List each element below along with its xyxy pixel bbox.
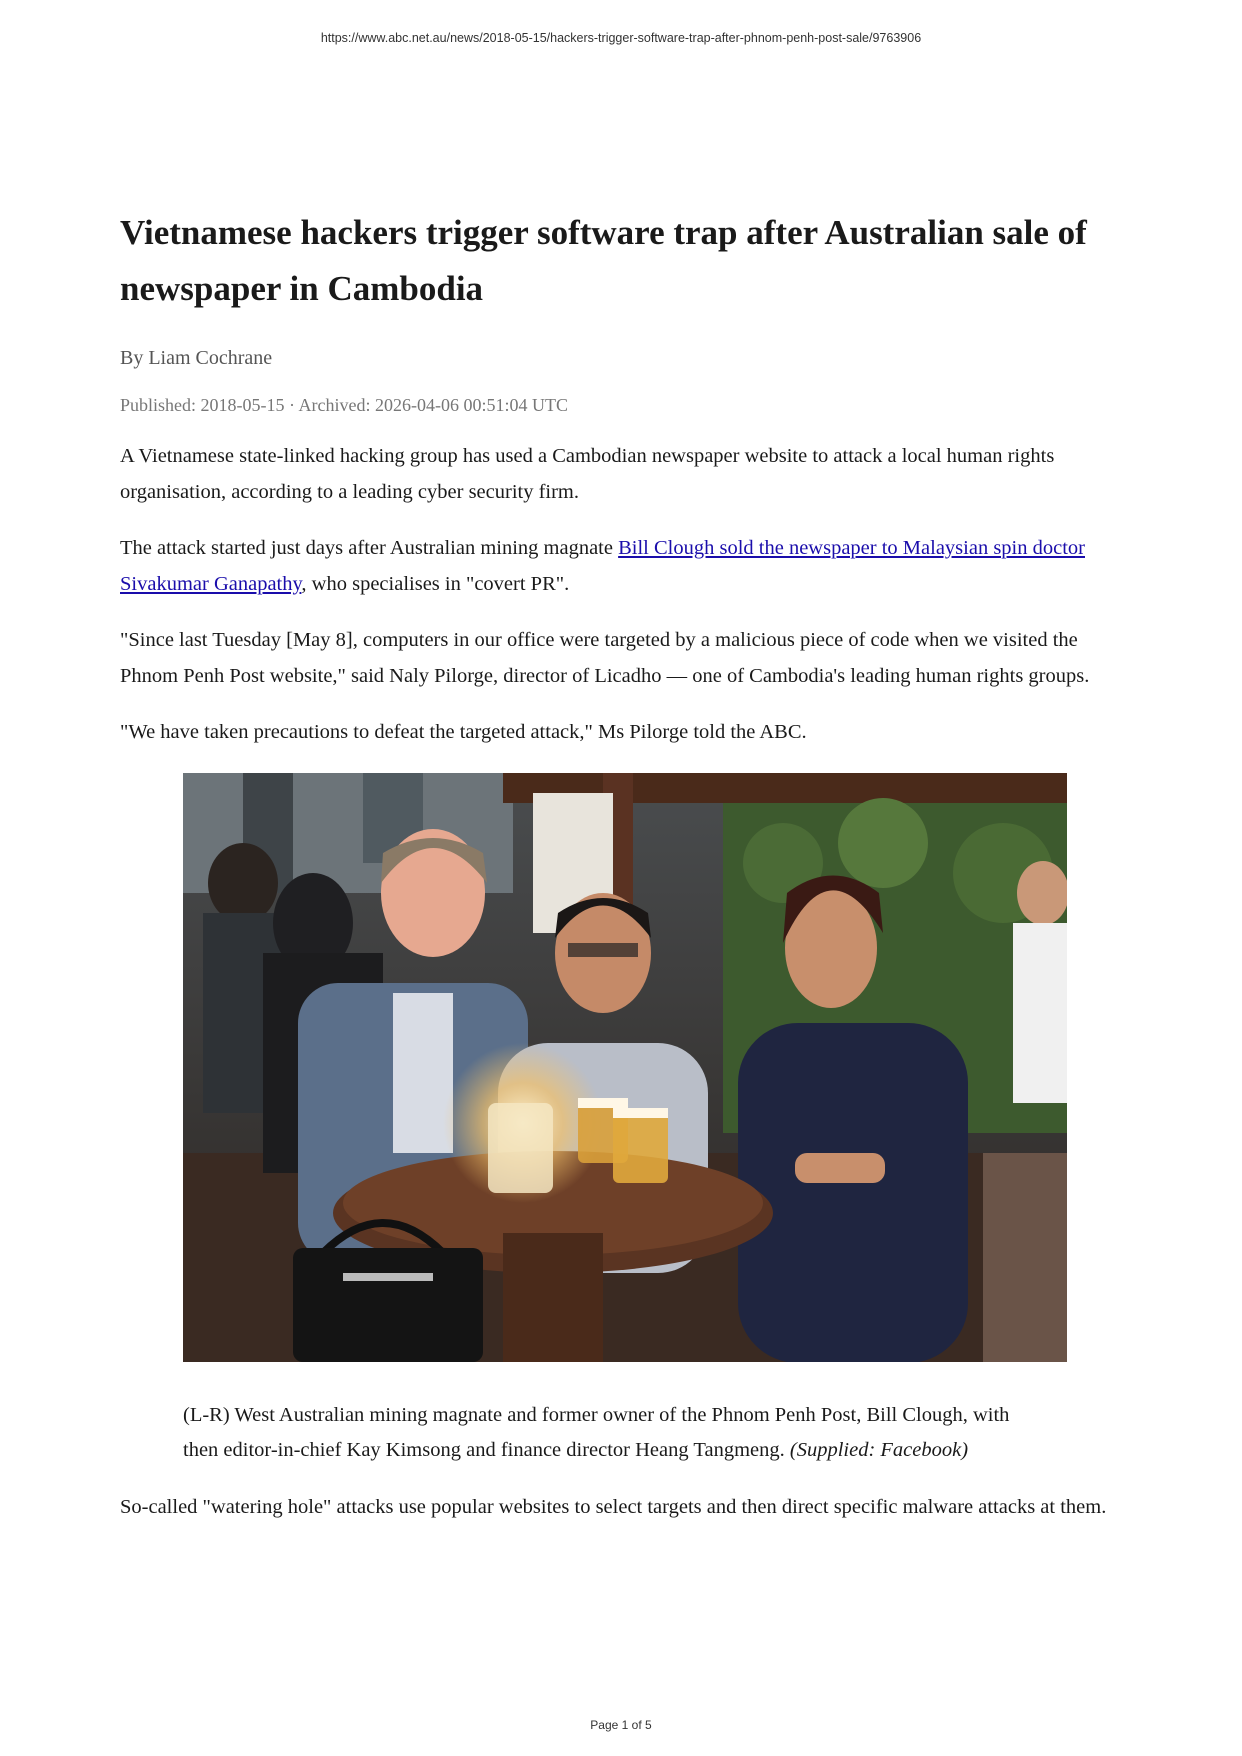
- paragraph-3: "Since last Tuesday [May 8], computers in our office were targeted by a malicious piece of code when we visited the Phnom Penh Post website," said Naly Pilorge, director of Licadho — one of Cambodia's leading human rights groups.: [120, 629, 1090, 687]
- paragraph-4: "We have taken precautions to defeat the targeted attack," Ms Pilorge told the ABC.: [120, 721, 807, 743]
- figure-caption: [183, 1398, 1033, 1468]
- paragraph-2-lead: The attack started just days after Australian mining magnate: [120, 537, 619, 559]
- article-figure: [183, 773, 1067, 1468]
- article-title: Vietnamese hackers trigger software trap after Australian sale of newspaper in Cambodia: [120, 213, 1087, 308]
- bill-clough-sale-link[interactable]: Bill Clough sold the newspaper to Malaysian spin doctor Sivakumar Ganapathy: [120, 537, 1085, 595]
- page-url-header: https://www.abc.net.au/news/2018-05-15/hackers-trigger-software-trap-after-phnom-penh-post-sale/9763906: [320, 31, 922, 45]
- caption-text: (L-R) West Australian mining magnate and former owner of the Phnom Penh Post, Bill Clough, with then editor-in-chief Kay Kimsong and finance director Heang Tangmeng.: [183, 1403, 1010, 1461]
- paragraph-2: [120, 531, 1130, 602]
- group-photo: [183, 773, 1067, 1362]
- caption-credit: (Supplied: Facebook): [789, 1438, 969, 1461]
- article-byline: By Liam Cochrane: [120, 347, 273, 369]
- paragraph-5: So-called "watering hole" attacks use popular websites to select targets and then direct specific malware attacks at them.: [120, 1495, 1107, 1518]
- page-number: Page 1 of 5: [590, 1718, 652, 1732]
- paragraph-2-tail: , who specialises in "covert PR".: [301, 572, 570, 595]
- article: [120, 205, 1130, 1546]
- article-publish-meta: Published: 2018-05-15 · Archived: 2026-04-06 00:51:04 UTC: [120, 395, 568, 415]
- paragraph-1: A Vietnamese state-linked hacking group has used a Cambodian newspaper website to attack a local human rights organisation, according to a leading cyber security firm.: [120, 445, 1055, 503]
